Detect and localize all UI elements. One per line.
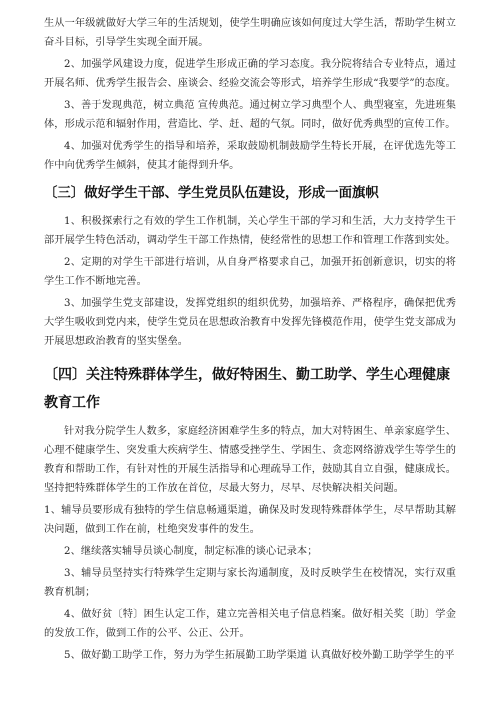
paragraph-talk-system: 2、继续落实辅导员谈心制度，制定标准的谈心记录本； (64, 546, 318, 557)
paragraph-info-channel: 1、辅导员要形成有独特的学生信息畅通渠道，确保及时发现特殊群体学生，尽早帮助其解决问题，做到工作在前，杜绝突发事件的发生。 (44, 505, 456, 535)
paragraph-plan-continuation: 生从一年级就做好大学三年的生活规划，使学生明确应该如何度过大学生活，帮助学生树立奋斗目标，引导学生实现全面开展。 (44, 18, 456, 48)
paragraph-excellent-students: 4、加强对优秀学生的指导和培养，采取鼓励机制鼓励学生特长开展，在评优选先等工作中向优秀学生倾斜，使其才能得到升华。 (44, 141, 456, 171)
paragraph-party-branch: 3、加强学生党支部建设，发挥党组织的组织优势，加强培养、严格程序，确保把优秀大学生吸收到党内来，使学生党员在思想政治教育中发挥先锋模范作用，使学生党支部成为开展思想政治教育的坚实堡垒。 (44, 298, 456, 347)
paragraph-parent-communication: 3、辅导员坚持实行特殊学生定期与家长沟通制度，及时反映学生在校情况，实行双重教育机制； (44, 568, 456, 598)
paragraph-special-groups-intro: 针对我分院学生人数多，家庭经济困难学生多的特点，加大对特困生、单亲家庭学生、心理不健康学生、突发重大疾病学生、情感受挫学生、学困生、贪恋网络游戏学生等学生的教育和帮助工作，有针对性的开展生活指导和心理疏导工作，鼓励其自立自强，健康成长。坚持把特殊群体学生的工作放在首位，尽最大努力，尽早、尽快解决相关问题。 (44, 426, 456, 494)
paragraph-poverty-identification: 4、做好贫〔特〕困生认定工作，建立完善相关电子信息档案。做好相关奖〔助〕学金的发放工作，做到工作的公平、公正、公开。 (44, 609, 456, 639)
section-heading-3: 〔三〕做好学生干部、学生党员队伍建设，形成一面旗帜 (44, 186, 379, 201)
paragraph-cadre-mechanism: 1、积极探索行之有效的学生工作机制，关心学生干部的学习和生活，大力支持学生干部开展学生特色活动，调动学生干部工作热情，使经常性的思想工作和管理工作落到实处。 (44, 216, 456, 246)
paragraph-work-study: 5、做好勤工助学工作，努力为学生拓展勤工助学渠道 认真做好校外勤工助学学生的平 (64, 650, 455, 661)
paragraph-role-models: 3、善于发现典范，树立典范 宣传典范。通过树立学习典型个人、典型寝室，先进班集体，形成示范和辐射作用，营造比、学、赶、超的气氛。同时，做好优秀典型的宣传工作。 (44, 100, 456, 130)
paragraph-study-style: 2、加强学风建设力度，促进学生形成正确的学习态度。我分院将结合专业特点，通过开展名师、优秀学生报告会、座谈会、经验交流会等形式，培养学生形成“我要学”的态度。 (44, 59, 456, 89)
paragraph-cadre-training: 2、定期的对学生干部进行培训，从自身严格要求自己，加强开拓创新意识，切实的将学生工作不断地完善。 (44, 257, 456, 287)
section-heading-4: 〔四〕关注特殊群体学生，做好特困生、勤工助学、学生心理健康教育工作 (44, 367, 450, 411)
